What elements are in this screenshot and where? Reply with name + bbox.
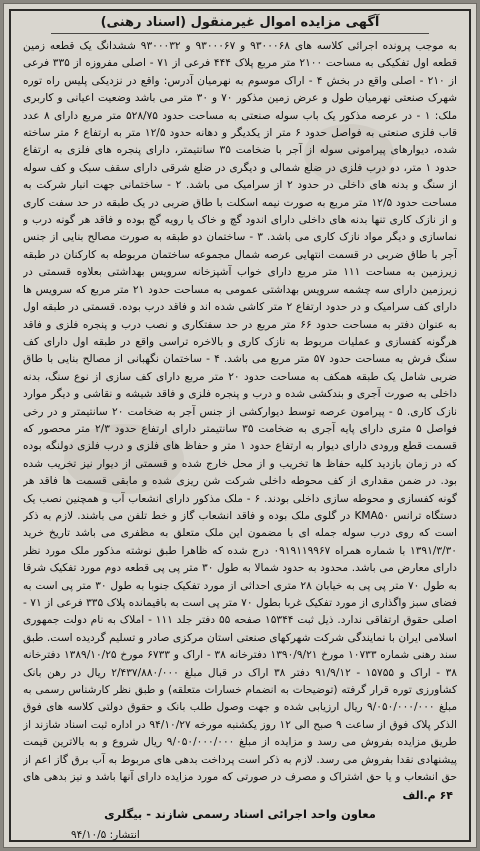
title-divider — [51, 33, 429, 34]
publication-date: انتشار: ۹۴/۱۰/۵ — [71, 829, 140, 841]
notice-code: ۶۴ م.الف — [402, 789, 453, 802]
notice-paragraph: به موجب پرونده اجرائی کلاسه های ۹۳۰۰۰۶۸ و ۹۳۰۰۰۶۷ و ۹۳۰۰۰۳۲ ششدانگ یک قطعه زمین قطعه اول تفکیکی به مساحت ۲۱۰۰ متر مربع پلاک ۴۴۴ فرعی از ۷۱ - اصلی مفروزه از ۳۳۵ فرعی از ۲۱۰ - اصلی واقع در بخش ۴ - اراک موسوم به نهرمیان آدرس: واقع در نزدیکی پلیس راه توره شهرک صنعتی نهرمیان طول و عرض زمین مذکور ۷۰ و ۳۰ متر می باشد وضعیت اعیانی و کاربری ملک: ۱ - در عرصه مذکور یک باب سوله صنعتی به مساحت حدود ۵۲۸/۷۵ متر مربع دارای ۸ عدد قاب فلزی صنعتی به فواصل حدود ۶ متر از یکدیگر و دهانه حدود ۱۲/۵ متر به ارتفاع ۶ متر ساخته شده، دیوارهای پیرامونی سوله از آجر با ضخامت ۳۵ سانتیمتر، دارای پنجره های فلزی به ارتفاع حدود ۱ متر، دو درب فلزی در ضلع شمالی و دیگری در ضلع شرقی دارای سقف سبک و کف سوله از سنگ و بدنه های داخلی در حدود ۲ از سرامیک می باشد. ۲ - ساختمانی جهت انبار شرکت به مساحت حدود ۱۲/۵ متر مربع به صورت نیمه اسکلت با طاق ضربی در یک طبقه در حد سفت کاری و از نازک کاری تنها بدنه های داخلی دارای اندود گچ و خاک یا رویه گچ بوده و فاقد هر گونه درب و نماسازی و دیگر مواد نازک کاری می باشد. ۳ - ساختمان دو طبقه به صورت مصالح بنایی از جنس آجر با طاق ضربی در قسمت انتهایی عرصه شمال مجموعه ساختمان مربوطه به کارکنان در طبقه زیرزمین به مساحت ۱۱۱ متر مربع دارای خواب آشپزخانه سرویس بهداشتی بعلاوه قسمتی در زیرزمین دارای سه چشمه سرویس بهداشتی عمومی به مساحت حدود ۲۱ متر مربع که سرویس ها دارای کف سرامیک و در حدود ارتفاع ۲ متر کاشی شده اند و فاقد درب بوده. قسمتی در طبقه اول به عنوان دفتر به مساحت حدود ۶۶ متر مربع در حد سفتکاری و نصب درب و پنجره فلزی و فاقد هرگونه کفسازی و عملیات مربوط به نازک کاری و بالاخره تراسی واقع در طبقه اول دارای کف سنگ فرش به مساحت حدود ۵۷ متر مربع می باشد. ۴ - ساختمان نگهبانی از مصالح بنایی با طاق ضربی شامل یک طبقه همکف به مساحت حدود ۲۰ متر مربع دارای کف سازی از نوع سنگ، بدنه داخلی به صورت آجری و بندکشی شده و درب و پنجره فلزی و فاقد شیشه و نقاشی و دیگر موارد نازک کاری. ۵ - پیرامون عرصه توسط دیوارکشی از جنس آجر به ضخامت ۲۰ سانتیمتر و در رخی فواصل ۵ متری دارای پایه آجری به ضخامت ۳۵ سانتیمتر دارای ارتفاع حدود ۲/۳ متر محصور که قسمت قطع ورودی دارای دیوار به ارتفاع حدود ۱ متر و حفاظ های فلزی و درب فلزی دولنگه بوده که در زمان بازدید کلیه حفاظ ها تخریب و از محل خارج شده و قسمتی از دیوار نیز تخریب شده بود. در ضمن مقداری از کف محوطه داخلی شرکت شن ریزی شده و مابقی قسمت ها فاقد هر گونه کفسازی و محوطه سازی داخلی بودند. ۶ - ملک مذکور دارای انشعاب آب و همچنین نصب یک دستگاه ترانس KMA۵۰ در گلوی ملک بوده و فاقد انشعاب گاز و خط تلفن می باشند. لازم به ذکر است که روی درب سوله جمله ای با مضمون این ملک متعلق به مظفری می باشد تاریخ خرید ۱۳۹۱/۳/۳۰ با شماره همراه ۰۹۱۹۱۱۹۹۶۷ درج شده که ظاهرا طبق نوشته مذکور ملک مورد نظر دارای معارض می باشد. محدود به حدود شمالا به طول ۳۰ متر پی پی قطعه دوم مورد تفکیک شرقا به طول ۷۰ متر پی پی به خیابان ۲۸ متری احداثی از مورد تفکیک جنوبا به طول ۳۰ متر پی است به فضای سبز واگذاری از مورد تفکیک غربا بطول ۷۰ متر پی است به باقیمانده پلاک ۳۳۵ فرعی از ۷۱ - اصلی حقوق ارتفاقی ندارد. ذیل ثبت ۱۵۳۴۴ صفحه ۵۵ دفتر جلد ۱۱۱ - املاک به نام دولت جمهوری اسلامی ایران با نمایندگی شرکت شهرکهای صنعتی استان مرکزی صادر و تسلیم گردیده است. طبق سند رهنی شماره ۱۰۷۳۳ مورخ ۱۳۹۰/۹/۲۱ دفترخانه ۳۸ - اراک و ۶۷۳۳ مورخ ۱۳۸۹/۱۰/۲۵ دفترخانه ۳۸ - اراک و ۱۵۷۵۵ - ۹۱/۹/۱۲ دفتر ۳۸ اراک در قبال مبلغ ۲/۴۳۷/۸۸۰/۰۰۰ ریال در رهن بانک کشاورزی توره قرار گرفته (توضیحات به انضمام خسارات متعلقه) و طبق نظر کارشناس رسمی به مبلغ ۹/۰۵۰/۰۰۰/۰۰۰ ریال ارزیابی شده و جهت وصول طلب بانک و حقوق دولتی کلاسه های فوق الذکر پلاک فوق از ساعت ۹ صبح الی ۱۲ روز یکشنبه مورخه ۹۴/۱۰/۲۷ در اداره ثبت اسناد شازند از طریق مزایده بفروش می رسد و مزایده از مبلغ ۹/۰۵۰/۰۰۰/۰۰۰ ریال شروع و به بالاترین قیمت پیشنهادی نقدا بفروش می رسد. لازم به ذکر است پرداخت بدهی های مربوط به آب برق گاز اعم از حق انشعاب و یا حق اشتراک و مصرف در صورتی که مورد مزایده دارای آنها باشد و نیز بدهی های — [23, 40, 457, 784]
notice-frame — [9, 9, 471, 842]
notice-title: آگهی مزایده اموال غیرمنقول (اسناد رهنی) — [100, 15, 380, 30]
newspaper-clipping — [3, 3, 477, 848]
notice-body — [23, 38, 457, 786]
notice-signature: معاون واحد اجرائی اسناد رسمی شازند - بیگلری — [104, 807, 376, 821]
